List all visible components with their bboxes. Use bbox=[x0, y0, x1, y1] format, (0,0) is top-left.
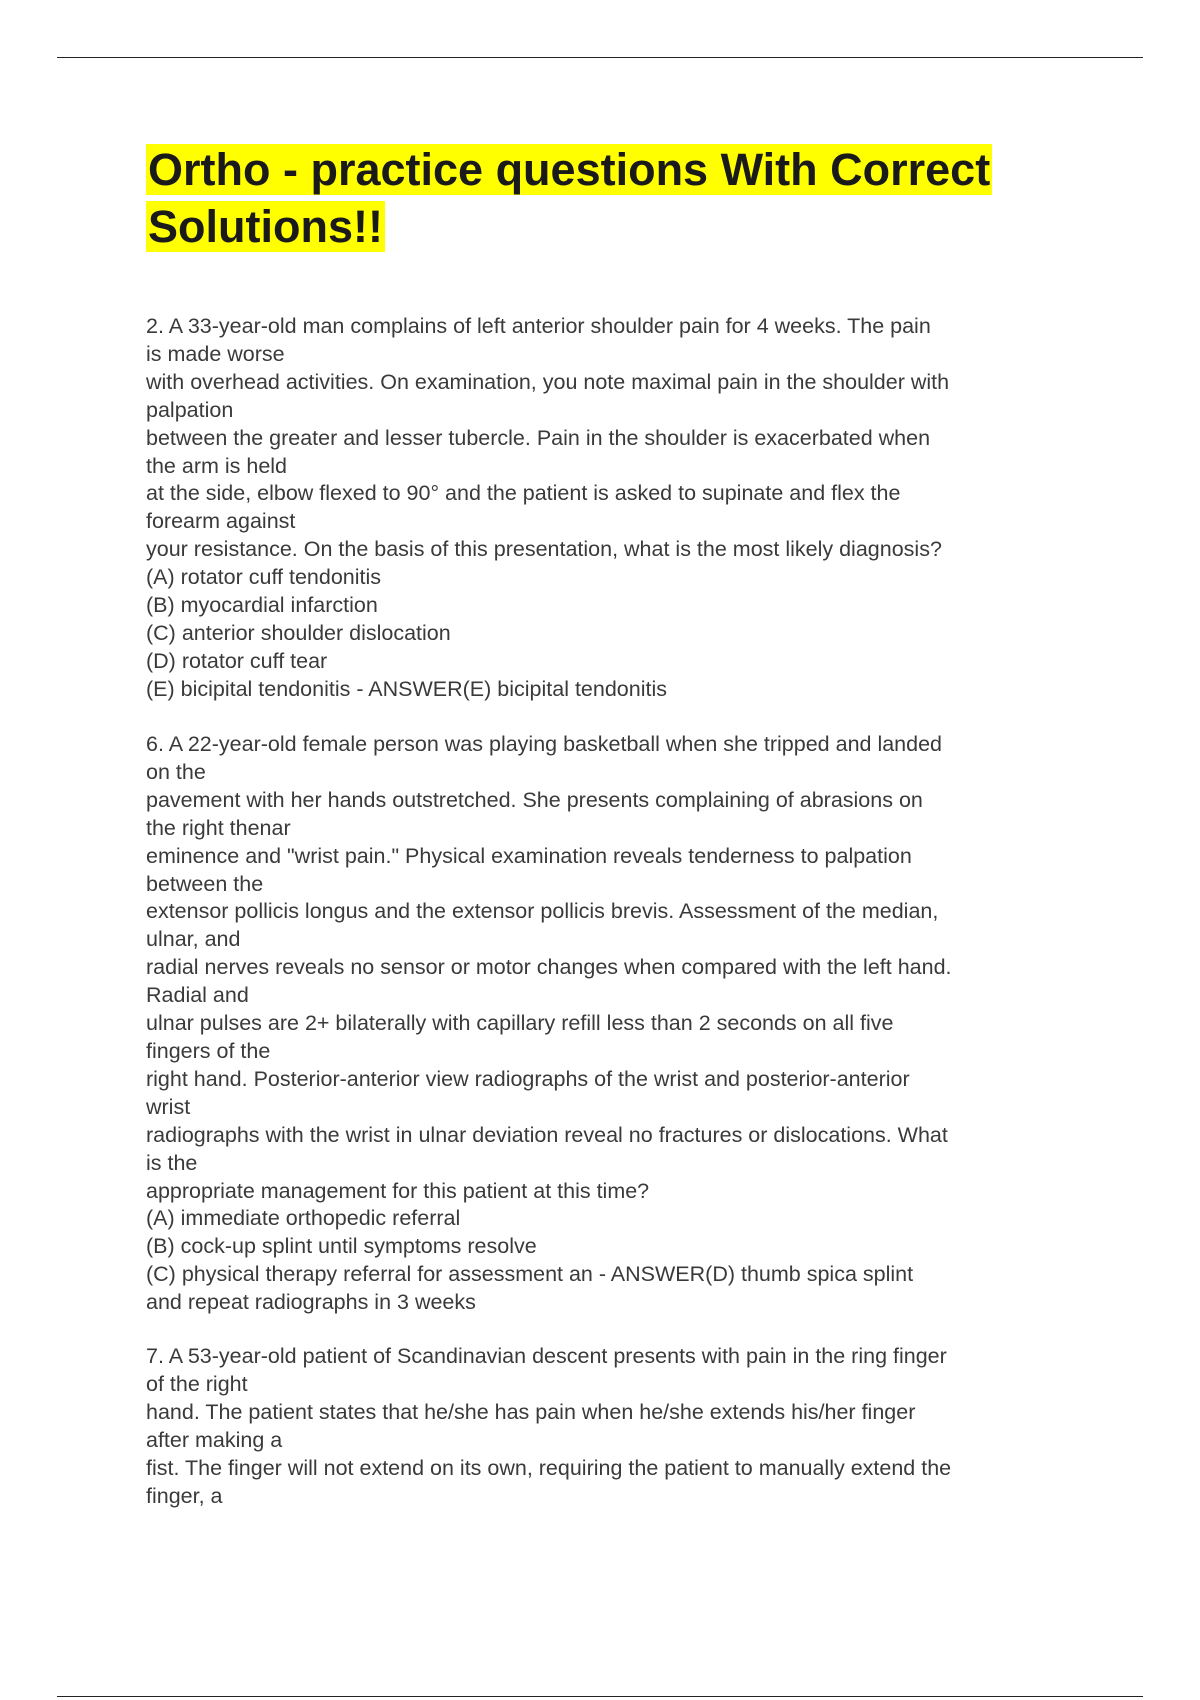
question-line: hand. The patient states that he/she has pain when he/she extends his/her finger bbox=[146, 1399, 916, 1424]
answer-option-with-solution: (E) bicipital tendonitis - ANSWER(E) bicipital tendonitis bbox=[146, 676, 667, 701]
question-line: ulnar, and bbox=[146, 927, 241, 952]
answer-option: (A) immediate orthopedic referral bbox=[146, 1206, 461, 1231]
question-line: ulnar pulses are 2+ bilaterally with capillary refill less than 2 seconds on all five bbox=[146, 1011, 894, 1036]
question-line: right hand. Posterior-anterior view radiographs of the wrist and posterior-anterior bbox=[146, 1066, 910, 1091]
page-title bbox=[146, 141, 1066, 255]
answer-option: (A) rotator cuff tendonitis bbox=[146, 565, 382, 590]
answer-option: (B) myocardial infarction bbox=[146, 593, 378, 618]
question-block-7 bbox=[146, 1343, 1066, 1510]
question-line: your resistance. On the basis of this presentation, what is the most likely diagnosis? bbox=[146, 537, 942, 562]
question-block-2 bbox=[146, 313, 1066, 704]
answer-option: (B) cock-up splint until symptoms resolve bbox=[146, 1234, 537, 1259]
question-line: the right thenar bbox=[146, 815, 291, 840]
question-line: appropriate management for this patient at this time? bbox=[146, 1178, 650, 1203]
question-line: Radial and bbox=[146, 983, 249, 1008]
question-line: is made worse bbox=[146, 341, 285, 366]
question-line: 7. A 53-year-old patient of Scandinavian descent presents with pain in the ring finger bbox=[146, 1344, 947, 1368]
question-line: palpation bbox=[146, 397, 234, 422]
title-highlight: Ortho - practice questions With Correct Solutions!! bbox=[148, 144, 991, 252]
question-line: extensor pollicis longus and the extensor pollicis brevis. Assessment of the median, bbox=[146, 899, 939, 924]
question-line: the arm is held bbox=[146, 453, 288, 478]
question-line: fingers of the bbox=[146, 1038, 271, 1063]
answer-solution-continued: and repeat radiographs in 3 weeks bbox=[146, 1290, 476, 1315]
question-line: at the side, elbow flexed to 90° and the patient is asked to supinate and flex the bbox=[146, 481, 901, 506]
question-line: forearm against bbox=[146, 509, 296, 534]
question-line: 2. A 33-year-old man complains of left anterior shoulder pain for 4 weeks. The pain bbox=[146, 314, 931, 338]
question-line: 6. A 22-year-old female person was playing basketball when she tripped and landed bbox=[146, 732, 943, 756]
answer-option-with-solution: (C) physical therapy referral for assessment an - ANSWER(D) thumb spica splint bbox=[146, 1262, 914, 1287]
question-line: between the bbox=[146, 871, 264, 896]
question-line: pavement with her hands outstretched. She presents complaining of abrasions on bbox=[146, 787, 923, 812]
header-rule bbox=[57, 57, 1143, 58]
question-line: of the right bbox=[146, 1371, 248, 1396]
question-line: after making a bbox=[146, 1427, 283, 1452]
question-line: with overhead activities. On examination, you note maximal pain in the shoulder with bbox=[146, 369, 950, 394]
question-line: finger, a bbox=[146, 1483, 223, 1508]
question-block-6 bbox=[146, 731, 1066, 1317]
question-line: radial nerves reveals no sensor or motor changes when compared with the left hand. bbox=[146, 955, 952, 980]
question-line: wrist bbox=[146, 1094, 191, 1119]
question-line: is the bbox=[146, 1150, 198, 1175]
answer-option: (C) anterior shoulder dislocation bbox=[146, 620, 451, 645]
footer-rule bbox=[57, 1696, 1143, 1697]
question-line: fist. The finger will not extend on its own, requiring the patient to manually extend the bbox=[146, 1455, 952, 1480]
question-line: eminence and "wrist pain." Physical examination reveals tenderness to palpation bbox=[146, 843, 912, 868]
question-line: on the bbox=[146, 759, 206, 784]
question-line: between the greater and lesser tubercle. Pain in the shoulder is exacerbated when bbox=[146, 425, 931, 450]
question-line: radiographs with the wrist in ulnar deviation reveal no fractures or dislocations. What bbox=[146, 1122, 948, 1147]
answer-option: (D) rotator cuff tear bbox=[146, 648, 328, 673]
